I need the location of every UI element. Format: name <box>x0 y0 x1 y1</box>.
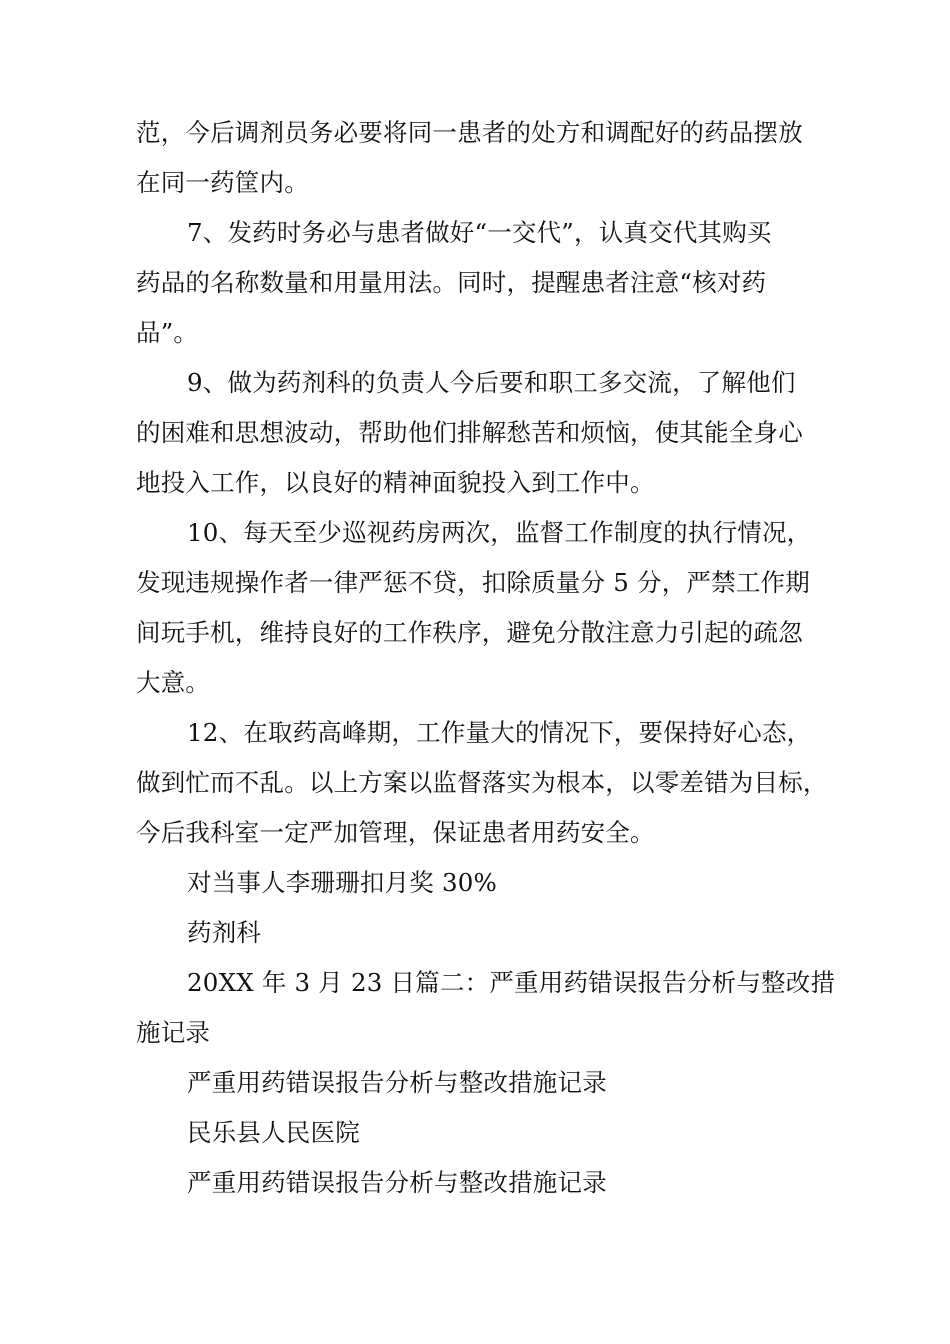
body-line: 对当事人李珊珊扣月奖 30% <box>187 868 498 897</box>
body-line: 品”。 <box>136 318 199 347</box>
section-heading: 严重用药错误报告分析与整改措施记录 <box>187 1168 607 1197</box>
body-line: 10、每天至少巡视药房两次，监督工作制度的执行情况， <box>187 518 812 547</box>
body-line: 今后我科室一定严加管理，保证患者用药安全。 <box>136 818 655 847</box>
body-line: 药剂科 <box>187 918 262 947</box>
body-line: 范，今后调剂员务必要将同一患者的处方和调配好的药品摆放 <box>136 118 803 147</box>
body-line: 做到忙而不乱。以上方案以监督落实为根本，以零差错为目标， <box>136 768 828 797</box>
body-line: 9、做为药剂科的负责人今后要和职工多交流，了解他们 <box>187 368 796 397</box>
body-line: 间玩手机，维持良好的工作秩序，避免分散注意力引起的疏忽 <box>136 618 803 647</box>
body-line: 20XX 年 3 月 23 日篇二：严重用药错误报告分析与整改措 <box>187 968 836 997</box>
body-line: 12、在取药高峰期，工作量大的情况下，要保持好心态， <box>187 718 812 747</box>
body-line: 的困难和思想波动，帮助他们排解愁苦和烦恼，使其能全身心 <box>136 418 803 447</box>
body-line: 7、发药时务必与患者做好“一交代”，认真交代其购买 <box>187 218 772 247</box>
body-line: 药品的名称数量和用量用法。同时，提醒患者注意“核对药 <box>136 268 767 297</box>
body-line: 地投入工作，以良好的精神面貌投入到工作中。 <box>136 468 655 497</box>
body-line: 施记录 <box>136 1018 211 1047</box>
section-heading: 严重用药错误报告分析与整改措施记录 <box>187 1068 607 1097</box>
body-line: 在同一药筐内。 <box>136 168 309 197</box>
hospital-name: 民乐县人民医院 <box>187 1118 360 1147</box>
body-line: 大意。 <box>136 668 211 697</box>
body-line: 发现违规操作者一律严惩不贷，扣除质量分 5 分，严禁工作期 <box>136 568 810 597</box>
